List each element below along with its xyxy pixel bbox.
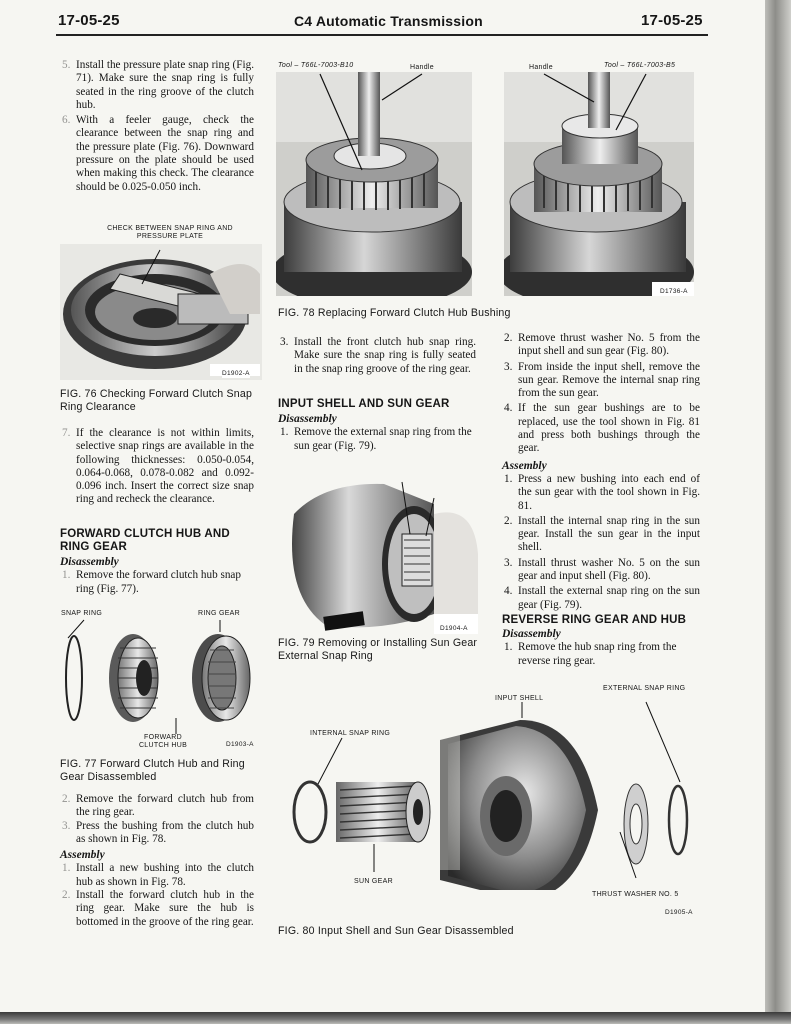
mid-step-3: 3. Install the front clutch hub snap ring. Make sure the snap ring is fully seated in the snap ring groove of the ring gear. bbox=[280, 336, 476, 375]
fig77-snap-ring-label: SNAP RING bbox=[61, 610, 103, 617]
fig80-code: D1905-A bbox=[665, 909, 693, 916]
right-rdis bbox=[502, 628, 700, 668]
fig78-handle-left-label: Handle bbox=[410, 64, 434, 71]
fig80-caption: FIG. 80 Input Shell and Sun Gear Disassembled bbox=[278, 925, 514, 937]
step-5: 5. Install the pressure plate snap ring (Fig. 71). Make sure the snap ring is fully seated in the ring groove of the clutch hub. bbox=[62, 59, 254, 111]
fig78-right-photo bbox=[504, 72, 694, 296]
page-edge-shadow bbox=[765, 0, 791, 1024]
left-dis-1: 1. Remove the forward clutch hub snap ring (Fig. 77). bbox=[62, 569, 241, 595]
mid-disassembly-label: Disassembly bbox=[278, 413, 337, 425]
fig76-code: D1902-A bbox=[222, 370, 250, 377]
right-rdis-1: 1. Remove the hub snap ring from the reverse ring gear. bbox=[504, 641, 677, 667]
page-title: C4 Automatic Transmission bbox=[294, 13, 483, 29]
step-7: 7. If the clearance is not within limits, selective snap rings are available in the following thicknesses: 0.050-0.054, 0.064-0.068, 0.078-0.082 and 0.092-0.096 inch. Insert the correct size snap ring and recheck the clearance. bbox=[62, 427, 254, 506]
left-as-2: 2. Install the forward clutch hub in the ring gear. Make sure the hub is bottomed in the groove of the ring gear. bbox=[62, 889, 254, 928]
left-disassembly bbox=[60, 556, 254, 596]
fig77-hub-label: FORWARD CLUTCH HUB bbox=[138, 734, 188, 749]
section-forward-clutch-hub: FORWARD CLUTCH HUB AND RING GEAR bbox=[60, 528, 230, 553]
fig78-handle-right-label: Handle bbox=[529, 64, 553, 71]
right-as-4: 4. Install the external snap ring on the sun gear (Fig. 79). bbox=[504, 585, 700, 611]
step-6: 6. With a feeler gauge, check the clearance between the snap ring and the pressure plate (Fig. 76). Downward pressure on the plate should be used when making this check. The clearance should be 0.025-0.050 inch. bbox=[62, 114, 254, 193]
fig80-sun-gear-label: SUN GEAR bbox=[354, 878, 393, 885]
header-rule bbox=[56, 34, 708, 36]
page-number-left: 17-05-25 bbox=[58, 12, 120, 29]
fig78-left-photo bbox=[276, 72, 472, 296]
fig79-caption: FIG. 79 Removing or Installing Sun Gear External Snap Ring bbox=[278, 637, 478, 662]
right-dis-2: 2. Remove thrust washer No. 5 from the input shell and sun gear (Fig. 80). bbox=[504, 332, 700, 358]
mid-disassembly bbox=[278, 413, 476, 453]
assembly-label: Assembly bbox=[60, 849, 105, 862]
fig77-ring-gear-label: RING GEAR bbox=[198, 610, 240, 617]
section-reverse-ring-gear: REVERSE RING GEAR AND HUB bbox=[502, 614, 687, 626]
left-steps-top bbox=[60, 59, 254, 194]
fig78-caption: FIG. 78 Replacing Forward Clutch Hub Bushing bbox=[278, 307, 511, 319]
fig80-thrust-washer-label: THRUST WASHER NO. 5 bbox=[592, 891, 679, 898]
left-dis-3: 3. Press the bushing from the clutch hub as shown in Fig. 78. bbox=[62, 819, 254, 845]
fig79-code: D1904-A bbox=[440, 625, 468, 632]
fig79-image bbox=[284, 474, 478, 634]
fig80-input-shell-label: INPUT SHELL bbox=[495, 695, 544, 702]
fig78-tool-right-label: Tool – T66L-7003-B5 bbox=[604, 62, 676, 69]
fig77-code: D1903-A bbox=[226, 741, 254, 748]
right-disassembly-label: Disassembly bbox=[502, 628, 561, 640]
disassembly-label: Disassembly bbox=[60, 556, 119, 568]
page-bottom-edge bbox=[0, 1012, 791, 1024]
right-dis-4: 4. If the sun gear bushings are to be replaced, use the tool shown in Fig. 81 and press both bushings through the gear. bbox=[504, 402, 700, 455]
left-step-7 bbox=[60, 427, 254, 507]
fig78-code: D1736-A bbox=[660, 288, 688, 295]
fig76-image bbox=[60, 244, 262, 380]
fig80-int-snap-label: INTERNAL SNAP RING bbox=[310, 730, 391, 737]
page-number-right: 17-05-25 bbox=[641, 12, 703, 29]
mid-dis-1: 1. Remove the external snap ring from the sun gear (Fig. 79). bbox=[280, 426, 472, 452]
right-assembly-label: Assembly bbox=[502, 459, 547, 472]
fig80-image bbox=[280, 700, 700, 890]
right-as-2: 2. Install the internal snap ring in the sun gear. Install the sun gear in the input shell. bbox=[504, 514, 700, 554]
fig76-caption: FIG. 76 Checking Forward Clutch Snap Ring Clearance bbox=[60, 388, 253, 413]
fig80-ext-snap-label: EXTERNAL SNAP RING bbox=[603, 685, 686, 692]
left-dis-2: 2. Remove the forward clutch hub from the ring gear. bbox=[62, 793, 254, 819]
right-dis-3: 3. From inside the input shell, remove the sun gear. Remove the internal snap ring from the sun gear. bbox=[504, 360, 700, 400]
mid-step-3-block bbox=[278, 336, 476, 376]
left-dis-more bbox=[60, 793, 254, 929]
fig77-caption: FIG. 77 Forward Clutch Hub and Ring Gear Disassembled bbox=[60, 758, 245, 783]
fig77-image bbox=[58, 618, 262, 736]
right-as-1: 1. Press a new bushing into each end of the sun gear with the tool shown in Fig. 81. bbox=[504, 472, 700, 512]
left-as-1: 1. Install a new bushing into the clutch hub as shown in Fig. 78. bbox=[62, 862, 254, 888]
right-as-3: 3. Install thrust washer No. 5 on the sun gear and input shell (Fig. 80). bbox=[504, 556, 700, 583]
right-column-text bbox=[502, 332, 700, 612]
fig78-tool-left-label: Tool – T66L-7003-B10 bbox=[278, 62, 354, 69]
section-input-shell: INPUT SHELL AND SUN GEAR bbox=[278, 398, 450, 410]
fig76-callout: CHECK BETWEEN SNAP RING AND PRESSURE PLATE bbox=[107, 225, 233, 240]
